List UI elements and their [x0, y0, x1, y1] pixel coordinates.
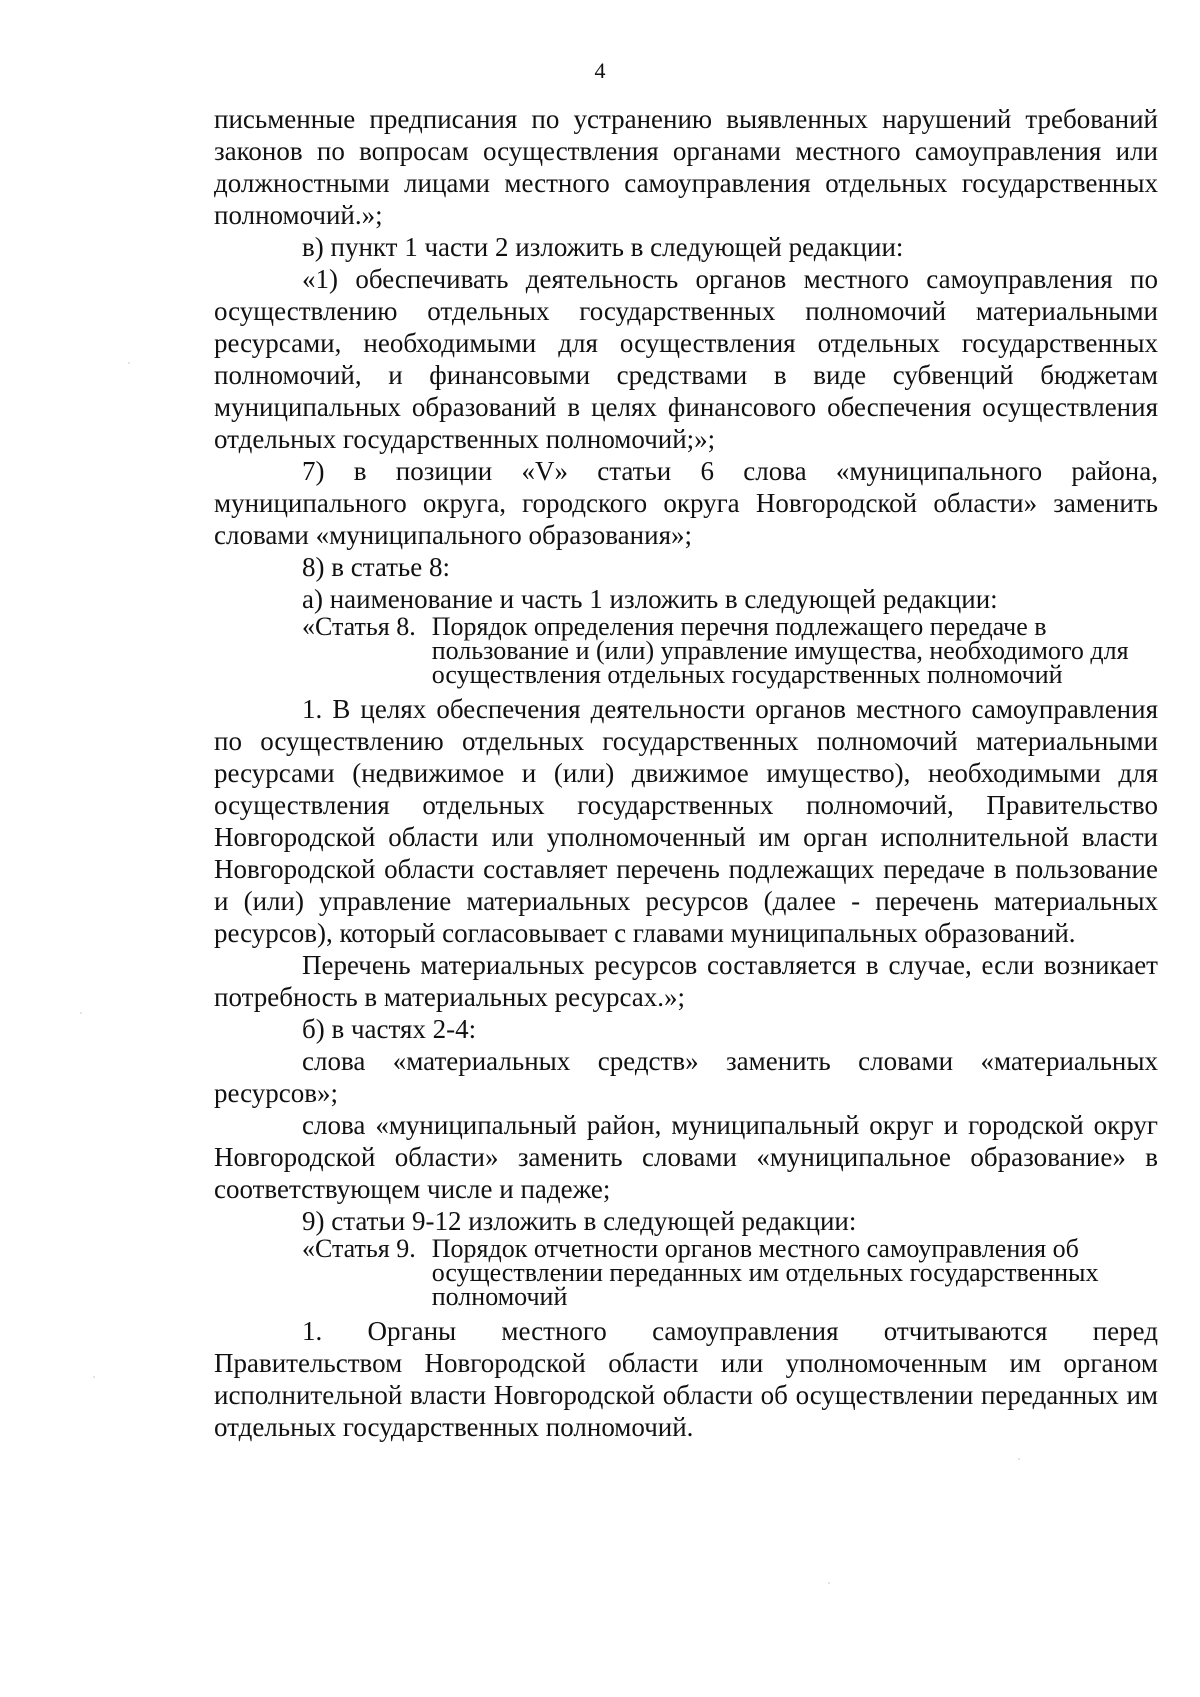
- page-number: 4: [594, 58, 606, 83]
- article-8-label: «Статья 8.: [302, 612, 416, 641]
- scan-speck: [828, 1582, 830, 1584]
- article-8-heading: [214, 612, 1158, 689]
- scan-speck: [1018, 1458, 1020, 1460]
- paragraph-subitem-v: в) пункт 1 части 2 изложить в следующей редакции:: [302, 232, 904, 262]
- paragraph-article-9-part-1: 1. Органы местного самоуправления отчитываются перед Правительством Новгородской области или уполномоченным им органом исполнительной власти Новгородской области об осуществлении переданных им отдельных государственных полномочий.: [214, 1316, 1158, 1442]
- paragraph-quoted-item-1: «1) обеспечивать деятельность органов местного самоуправления по осуществлению отдельных государственных полномочий материальными ресурсами, необходимыми для осуществления отдельных государственных полномочий, и финансовыми средствами в виде субвенций бюджетам муниципальных образований в целях финансового обеспечения осуществления отдельных государственных полномочий;»;: [214, 264, 1158, 454]
- scan-speck: [93, 1376, 95, 1378]
- paragraph-subitem-a: а) наименование и часть 1 изложить в следующей редакции:: [302, 584, 998, 614]
- article-9-heading: [214, 1234, 1158, 1311]
- scan-speck: [128, 362, 130, 364]
- scan-speck: [80, 1012, 82, 1014]
- paragraph-words-replace-1: слова «материальных средств» заменить словами «материальных ресурсов»;: [214, 1046, 1158, 1108]
- article-8-title: Порядок определения перечня подлежащего передаче в пользование и (или) управление имущества, необходимого для осуществления отдельных государственных полномочий: [431, 612, 1129, 689]
- paragraph-item-8: 8) в статье 8:: [302, 552, 450, 582]
- scan-speck: [912, 508, 914, 510]
- paragraph-continuation: письменные предписания по устранению выявленных нарушений требований законов по вопросам осуществления органами местного самоуправления или должностными лицами местного самоуправления отдельных государственных полномочий.»;: [214, 104, 1158, 230]
- paragraph-item-9: 9) статьи 9-12 изложить в следующей редакции:: [302, 1206, 857, 1236]
- paragraph-subitem-b: б) в частях 2-4:: [302, 1014, 477, 1044]
- paragraph-article-8-part-1: 1. В целях обеспечения деятельности органов местного самоуправления по осуществлению отдельных государственных полномочий материальными ресурсами (недвижимое и (или) движимое имущество), необходимыми для осуществления отдельных государственных полномочий, Правительство Новгородской области или уполномоченный им орган исполнительной власти Новгородской области составляет перечень подлежащих передаче в пользование и (или) управление материальных ресурсов (далее - перечень материальных ресурсов), который согласовывает с главами муниципальных образований.: [214, 694, 1158, 948]
- paragraph-item-7: 7) в позиции «V» статьи 6 слова «муниципального района, муниципального округа, городского округа Новгородской области» заменить словами «муниципального образования»;: [214, 456, 1158, 550]
- article-9-label: «Статья 9.: [302, 1234, 416, 1263]
- paragraph-article-8-note: Перечень материальных ресурсов составляется в случае, если возникает потребность в материальных ресурсах.»;: [214, 950, 1158, 1012]
- document-body: [214, 103, 1158, 1443]
- article-9-title: Порядок отчетности органов местного самоуправления об осуществлении переданных им отдельных государственных полномочий: [431, 1234, 1099, 1311]
- paragraph-words-replace-2: слова «муниципальный район, муниципальный округ и городской округ Новгородской области» заменить словами «муниципальное образование» в соответствующем числе и падеже;: [214, 1110, 1158, 1204]
